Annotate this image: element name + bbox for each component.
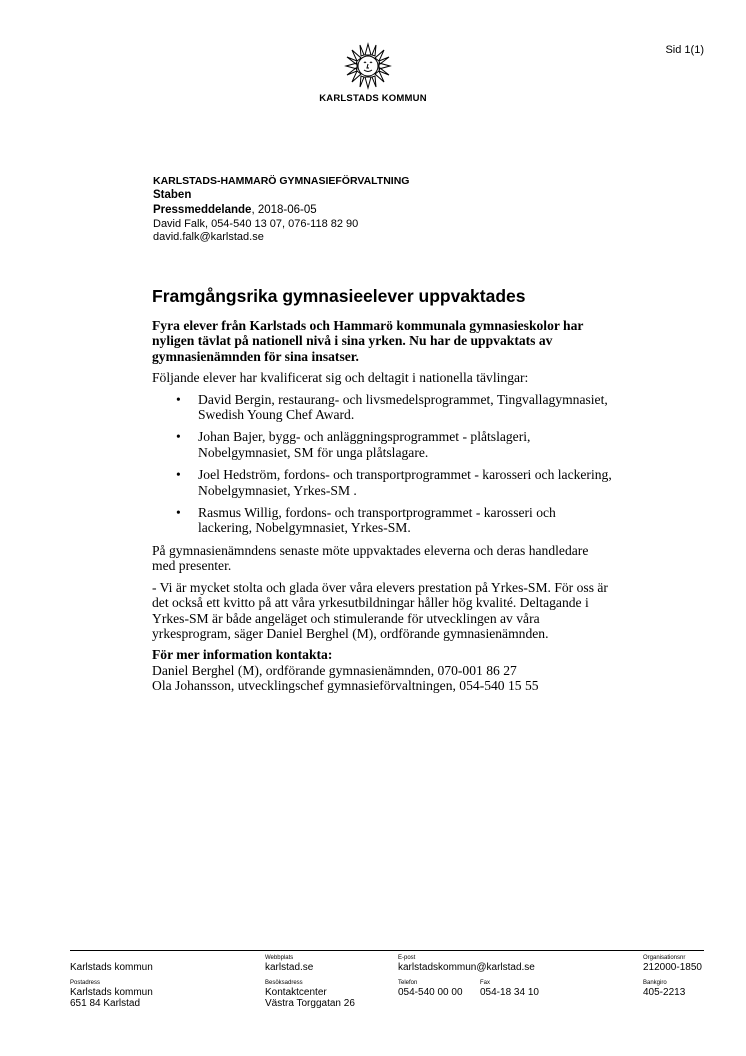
sender-block — [153, 175, 409, 244]
press-release-line — [153, 203, 409, 218]
bullet: • — [176, 505, 181, 521]
footer-fax — [480, 980, 539, 998]
list-item — [176, 505, 612, 536]
headline: Framgångsrika gymnasieelever uppvaktades — [152, 286, 526, 306]
bullet: • — [176, 429, 181, 445]
footer-postal-label: Postadress — [70, 980, 101, 986]
footer-visit-line: Kontaktcenter — [265, 987, 327, 998]
footer-postal — [70, 980, 153, 1009]
unit: Staben — [153, 189, 192, 201]
contact-email: david.falk@karlstad.se — [153, 231, 264, 243]
ingress: Fyra elever från Karlstads och Hammarö kommunala gymnasieskolor har nyligen tävlat på nationell nivå i sina yrken. Nu har de uppvaktats av gymnasienämnden för sina insatser. — [152, 318, 584, 364]
footer-email-label: E-post — [398, 955, 416, 961]
doc-type: Pressmeddelande — [153, 204, 252, 216]
footer-bankgiro-value: 405-2213 — [643, 987, 686, 998]
footer-orgnr-value: 212000-1850 — [643, 962, 702, 973]
footer-web-value: karlstad.se — [265, 962, 314, 973]
list-item-text: Johan Bajer, bygg- och anläggningsprogrammet - plåtslageri, Nobelgymnasiet, SM för unga plåtslagare. — [198, 429, 531, 460]
footer-phone-label: Telefon — [398, 980, 418, 986]
list-item-text: Joel Hedström, fordons- och transportprogrammet - karosseri och lackering, Nobelgymnasiet, Yrkes-SM . — [198, 467, 612, 498]
footer-phone-value: 054-540 00 00 — [398, 987, 463, 998]
list-item — [176, 467, 612, 498]
sun-logo-icon — [338, 40, 398, 92]
organization-name: KARLSTADS KOMMUN — [319, 93, 427, 104]
meeting-paragraph: På gymnasienämndens senaste möte uppvaktades eleverna och deras handledare med presenter. — [152, 542, 589, 574]
footer-orgnr — [643, 955, 702, 973]
footer-name: Karlstads kommun — [70, 962, 153, 973]
bullet: • — [176, 467, 181, 483]
footer-postal-line: Karlstads kommun — [70, 987, 153, 998]
bullet: • — [176, 391, 181, 407]
list-item — [176, 391, 612, 423]
footer-web — [265, 955, 313, 973]
footer-bankgiro-label: Bankgiro — [643, 980, 667, 986]
footer-fax-label: Fax — [480, 980, 491, 986]
footer-email-value: karlstadskommun@karlstad.se — [398, 962, 535, 973]
contact-line: David Falk, 054-540 13 07, 076-118 82 90 — [153, 218, 359, 230]
footer-postal-line: 651 84 Karlstad — [70, 998, 141, 1009]
student-list — [152, 392, 612, 536]
department: KARLSTADS-HAMMARÖ GYMNASIEFÖRVALTNING — [153, 175, 410, 187]
footer-visit-line: Västra Torggatan 26 — [265, 998, 355, 1009]
footer-fax-value: 054-18 34 10 — [480, 987, 539, 998]
footer-email — [398, 955, 535, 973]
list-item — [176, 429, 612, 460]
footer-orgnr-label: Organisationsnr — [643, 955, 686, 961]
footer-divider — [70, 950, 704, 951]
more-info-contact: Ola Johansson, utvecklingschef gymnasieförvaltningen, 054-540 15 55 — [152, 678, 539, 694]
page-number: Sid 1(1) — [665, 44, 704, 56]
footer-visit — [265, 980, 355, 1009]
footer-phone — [398, 980, 463, 998]
quote-paragraph: - Vi är mycket stolta och glada över våra elevers prestation på Yrkes-SM. För oss är det också ett kvitto på att våra yrkesutbildningar håller hög kvalité. Deltagande i Yrkes-SM är både angeläget och stimulerande för utvecklingen av våra yrkesprogram, säger Daniel Berghel (M), ordförande gymnasienämnden. — [152, 579, 608, 641]
doc-date: , 2018-06-05 — [251, 204, 317, 216]
more-info-contact: Daniel Berghel (M), ordförande gymnasienämnden, 070-001 86 27 — [152, 662, 517, 678]
footer-visit-label: Besöksadress — [265, 980, 303, 986]
list-item-text: David Bergin, restaurang- och livsmedelsprogrammet, Tingvallagymnasiet, Swedish Young Chef Award. — [198, 391, 608, 423]
list-item-text: Rasmus Willig, fordons- och transportprogrammet - karosseri och lackering, Nobelgymnasiet, Yrkes-SM. — [198, 505, 556, 536]
body-text — [152, 318, 612, 694]
footer-web-label: Webbplats — [265, 955, 294, 961]
intro-paragraph: Följande elever har kvalificerat sig och deltagit i nationella tävlingar: — [152, 370, 529, 386]
more-info-heading: För mer information kontakta: — [152, 647, 333, 663]
footer-bankgiro — [643, 980, 685, 998]
